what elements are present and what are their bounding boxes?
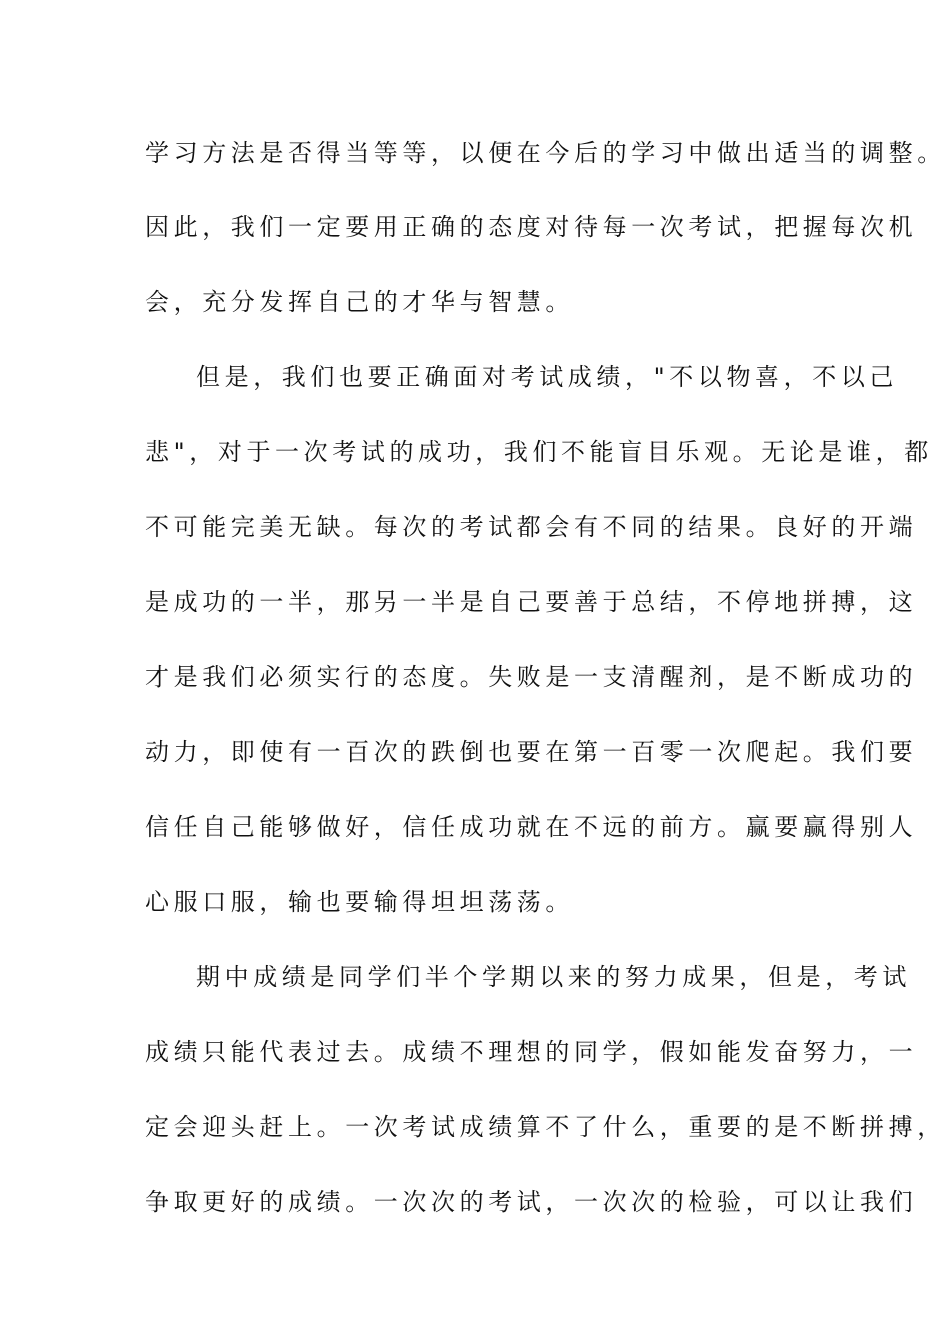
text-line: 学习方法是否得当等等，以便在今后的学习中做出适当的调整。 <box>145 139 946 167</box>
text-line: 心服口服，输也要输得坦坦荡荡。 <box>145 888 574 916</box>
text-line: 动力，即使有一百次的跌倒也要在第一百零一次爬起。我们要 <box>145 738 918 766</box>
paragraph-first-line: 期中成绩是同学们半个学期以来的努力成果，但是，考试 <box>196 963 911 991</box>
text-line: 悲"，对于一次考试的成功，我们不能盲目乐观。无论是谁，都 <box>145 438 933 466</box>
paragraph-first-line: 但是，我们也要正确面对考试成绩，"不以物喜，不以己 <box>196 363 899 391</box>
text-line: 是成功的一半，那另一半是自己要善于总结，不停地拼搏，这 <box>145 588 918 616</box>
text-line: 因此，我们一定要用正确的态度对待每一次考试，把握每次机 <box>145 213 918 241</box>
text-line: 才是我们必须实行的态度。失败是一支清醒剂，是不断成功的 <box>145 663 918 691</box>
text-line: 不可能完美无缺。每次的考试都会有不同的结果。良好的开端 <box>145 513 918 541</box>
text-line: 会，充分发挥自己的才华与智慧。 <box>145 288 574 316</box>
text-line: 争取更好的成绩。一次次的考试，一次次的检验，可以让我们 <box>145 1188 918 1216</box>
text-line: 信任自己能够做好，信任成功就在不远的前方。赢要赢得别人 <box>145 813 918 841</box>
text-line: 定会迎头赶上。一次考试成绩算不了什么，重要的是不断拼搏， <box>145 1113 946 1141</box>
text-line: 成绩只能代表过去。成绩不理想的同学，假如能发奋努力，一 <box>145 1038 918 1066</box>
